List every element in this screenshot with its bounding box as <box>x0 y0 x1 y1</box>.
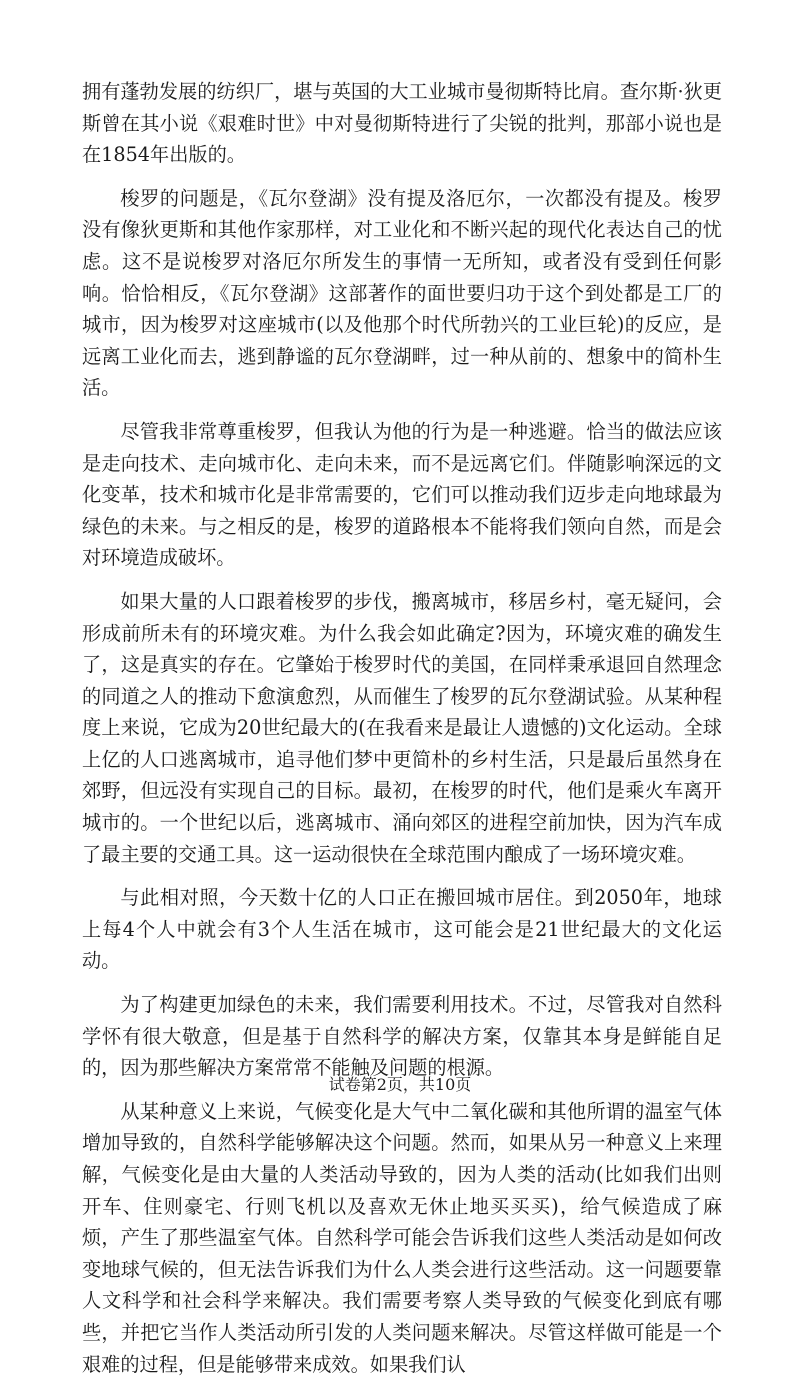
paragraph-climate-change: 从某种意义上来说，气候变化是大气中二氧化碳和其他所谓的温室气体增加导致的，自然科学能够解决这个问题。然而，如果从另一种意义上来理解，气候变化是由大量的人类活动导致的，因为人类的活动(比如我们出则开车、住则豪宅、行则飞机以及喜欢无休止地买买买)，给气候造成了麻烦，产生了那些温室气体。自然科学可能会告诉我们这些人类活动是如何改变地球气候的，但无法告诉我们为什么人类会进行这些活动。这一问题要靠人文科学和社会科学来解决。我们需要考察人类导致的气候变化到底有哪些，并把它当作人类活动所引发的人类问题来解决。尽管这样做可能是一个艰难的过程，但是能够带来成效。如果我们认 <box>82 1099 722 1376</box>
paragraph-thoreau-problem: 梭罗的问题是，《瓦尔登湖》没有提及洛厄尔，一次都没有提及。梭罗没有像狄更斯和其他作家那样，对工业化和不断兴起的现代化表达自己的忧虑。这不是说梭罗对洛厄尔所发生的事情一无所知，或者没有受到任何影响。恰恰相反，《瓦尔登湖》这部著作的面世要归功于这个到处都是工厂的城市，因为梭罗对这座城市(以及他那个时代所勃兴的工业巨轮)的反应，是远离工业化而去，逃到静谧的瓦尔登湖畔，过一种从前的、想象中的简朴生活。 <box>82 186 722 400</box>
paragraph-escape: 尽管我非常尊重梭罗，但我认为他的行为是一种逃避。恰当的做法应该是走向技术、走向城市化、走向未来，而不是远离它们。伴随影响深远的文化变革，技术和城市化是非常需要的，它们可以推动我们迈步走向地球最为绿色的未来。与之相反的是，梭罗的道路根本不能将我们领向自然，而是会对环境造成破坏。 <box>82 419 722 570</box>
paragraph-continuation: 拥有蓬勃发展的纺织厂，堪与英国的大工业城市曼彻斯特比肩。查尔斯·狄更斯曾在其小说《艰难时世》中对曼彻斯特进行了尖锐的批判，那部小说也是在1854年出版的。 <box>82 80 722 167</box>
article-body <box>82 76 722 1380</box>
page-footer: 试卷第2页，共10页 <box>328 1075 472 1094</box>
paragraph-return-to-cities: 与此相对照，今天数十亿的人口正在搬回城市居住。到2050年，地球上每4个人中就会有3个人生活在城市，这可能会是21世纪最大的文化运动。 <box>82 886 722 973</box>
paragraph-environmental-disaster: 如果大量的人口跟着梭罗的步伐，搬离城市，移居乡村，毫无疑问，会形成前所未有的环境灾难。为什么我会如此确定?因为，环境灾难的确发生了，这是真实的存在。它肇始于梭罗时代的美国，在同样秉承退回自然理念的同道之人的推动下愈演愈烈，从而催生了梭罗的瓦尔登湖试验。从某种程度上来说，它成为20世纪最大的(在我看来是最让人遗憾的)文化运动。全球上亿的人口逃离城市，追寻他们梦中更简朴的乡村生活，只是最后虽然身在郊野，但远没有实现自己的目标。最初，在梭罗的时代，他们是乘火车离开城市的。一个世纪以后，逃离城市、涌向郊区的进程空前加快，因为汽车成了最主要的交通工具。这一运动很快在全球范围内酿成了一场环境灾难。 <box>82 589 722 866</box>
paragraph-technology: 为了构建更加绿色的未来，我们需要利用技术。不过，尽管我对自然科学怀有很大敬意，但是基于自然科学的解决方案，仅靠其本身是鲜能自足的，因为那些解决方案常常不能触及问题的根源。 <box>82 993 722 1080</box>
